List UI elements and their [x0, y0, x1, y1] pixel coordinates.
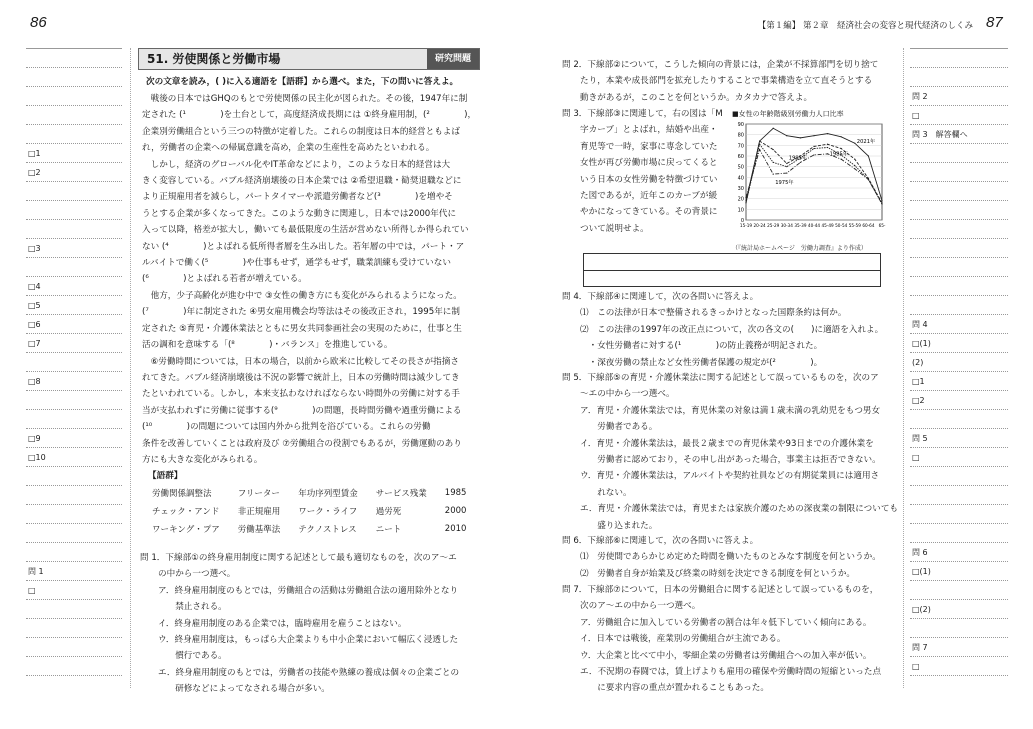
word-bank-item: 2000	[444, 506, 467, 516]
text-line: れてきた。バブル経済崩壊後は不況の影響で統計上，日本の労働時間は減少してき	[142, 372, 460, 383]
answer-line[interactable]: □2	[26, 163, 122, 182]
word-bank-item: 年功序列型賃金	[298, 489, 358, 499]
text-line: 当が支払われずに労働に従事する(⁹ )の問題，長時間労働や過重労働による	[142, 405, 462, 416]
answer-line[interactable]	[26, 600, 122, 619]
data-point	[813, 154, 814, 155]
data-point	[841, 136, 842, 137]
data-point	[854, 143, 855, 144]
data-point	[854, 168, 855, 169]
text-line: 〜エの中から一つ選べ。	[580, 389, 675, 400]
answer-line[interactable]: 問 1	[26, 562, 122, 581]
text-line: ウ．終身雇用制度は，もっぱら大企業よりも中小企業において幅広く浸透した	[158, 635, 459, 646]
chapter-header: 【第１編】 第２章 経済社会の変容と現代経済のしくみ	[757, 21, 973, 31]
answer-line[interactable]	[26, 87, 122, 106]
answer-line[interactable]	[910, 581, 1008, 600]
answer-line[interactable]	[910, 201, 1008, 220]
text-line: ア．労働組合に加入している労働者の割合は年々低下していく傾向にある。	[580, 617, 872, 628]
text-line: イ．日本では戦後，産業別の労働組合が主流である。	[580, 634, 786, 645]
question-3	[562, 106, 730, 237]
word-bank-item: 1985	[444, 488, 467, 498]
text-line: 研修などによってなされる場合が多い。	[158, 684, 330, 695]
data-point	[759, 144, 760, 145]
data-point	[786, 163, 787, 164]
question-1-stem2: の中から一つ選べ。	[158, 569, 236, 580]
x-tick-label: 45-49	[821, 223, 834, 228]
text-line: たといわれている。しかし，本来支払わなければならない時間外の労働に対する手	[142, 389, 460, 400]
data-point	[868, 155, 869, 156]
chart-svg	[732, 120, 896, 242]
question-7	[562, 582, 902, 697]
text-line: ・深夜労働の禁止など女性労働者保護の規定が(² )。	[580, 357, 823, 368]
answer-line[interactable]	[26, 543, 122, 562]
answer-line[interactable]	[910, 619, 1008, 638]
data-point	[881, 203, 882, 204]
text-line: ⑥労働時間については，日本の場合，以前から欧米に比較してその長さが指摘さ	[142, 356, 459, 367]
data-point	[813, 135, 814, 136]
section-tag: 研究問題	[427, 49, 479, 69]
text-line: 女性が再び労働市場に戻ってくると	[580, 158, 718, 169]
text-line: 入って以降，格差が拡大し，働いても最低限度の生活が営めない所得しか得られてい	[142, 225, 469, 236]
series-label: 1975年	[775, 180, 794, 187]
text-line: 盛り込まれた。	[580, 520, 658, 531]
text-line: 企業別労働組合という三つの特徴が定着した。これらの制度は日本的経営ともよば	[142, 126, 460, 137]
data-point	[827, 144, 828, 145]
answer-line[interactable]	[910, 277, 1008, 296]
answer-line[interactable]: □6	[26, 315, 122, 334]
answer-line[interactable]	[26, 467, 122, 486]
text-line: ⑴ 労使間であらかじめ定めた時間を働いたものとみなす制度を何というか。	[580, 552, 881, 563]
text-line: ルバイトで働く(⁵ )や仕事もせず，通学もせず，職業訓練も受けていない	[142, 258, 451, 269]
text-line: たり，本業や成長部門を拡充したりすることで事業構造を立て直そうとする	[580, 76, 873, 87]
text-line: ア．終身雇用制度のもとでは，労働組合の活動は労働組合法の適用除外となり	[158, 585, 459, 596]
text-line: ウ．大企業と比べて中小，零細企業の労働者は労働組合への加入率が低い。	[580, 650, 872, 661]
text-line: やかになってきている。その背景に	[580, 207, 718, 218]
answer-line[interactable]: □2	[910, 391, 1008, 410]
text-line: 問 6．下線部⑥に関連して，次の各問いに答えよ。	[562, 536, 759, 546]
text-line: た図であるが，近年このカーブが緩	[580, 191, 718, 202]
answer-line[interactable]	[26, 258, 122, 277]
data-point	[773, 174, 774, 175]
x-tick-label: 25-29	[767, 223, 780, 228]
answer-line[interactable]	[910, 182, 1008, 201]
text-line: 慣行である。	[158, 651, 227, 662]
series-label: 1985年	[829, 151, 848, 158]
text-line: ない (⁴ )とよばれる低所得者層を生み出した。若年層の中では，パート・ア	[142, 241, 465, 252]
text-line: ウ．育児・介護休業法は，アルバイトや契約社員などの有期従業員には適用さ	[580, 471, 880, 482]
page-number-left: 86	[30, 14, 47, 31]
answer-line[interactable]: □(1)	[910, 334, 1008, 353]
answer-line[interactable]: □7	[26, 334, 122, 353]
answer-line[interactable]	[910, 68, 1008, 87]
text-line: しかし，経済のグローバル化やIT革命などにより，このような日本的経営は大	[142, 159, 451, 170]
text-line: 問 4．下線部④に関連して，次の各問いに答えよ。	[562, 292, 759, 302]
series-line	[746, 150, 882, 204]
answer-line[interactable]	[910, 239, 1008, 258]
text-line: ア．育児・介護休業法では，育児休業の対象は満１歳未満の乳幼児をもつ男女	[580, 405, 881, 416]
question-3-answer-box[interactable]	[583, 253, 881, 287]
data-point	[827, 153, 828, 154]
word-bank-item: ワーク・ライフ	[298, 507, 358, 517]
text-line: いう日本の女性労働を特徴づけてい	[580, 174, 718, 185]
text-line: 他方，少子高齢化が進む中で ③女性の働き方にも変化がみられるようになった。	[142, 290, 462, 301]
answer-line[interactable]	[910, 144, 1008, 163]
answer-line[interactable]: □(2)	[910, 600, 1008, 619]
x-tick-label: 50-54	[835, 223, 848, 228]
answer-line[interactable]	[910, 220, 1008, 239]
answer-line[interactable]	[26, 68, 122, 87]
text-line: 定された ⑤育児・介護休業法とともに男女共同参画社会の実現のために，仕事と生	[142, 323, 462, 334]
answer-line[interactable]	[910, 49, 1008, 68]
data-point	[759, 140, 760, 141]
question-1-options	[140, 583, 485, 698]
text-line: 次のア〜エの中から一つ選べ。	[580, 601, 701, 612]
question-1	[140, 550, 485, 698]
answer-line[interactable]	[26, 524, 122, 543]
question-6	[562, 533, 902, 582]
y-tick-label: 10	[737, 207, 744, 214]
answer-line[interactable]	[910, 486, 1008, 505]
text-line: エ．終身雇用制度のもとでは，労働者の技能や熟練の養成は個々の企業ごとの	[158, 667, 460, 678]
left-answer-gutter	[26, 48, 122, 688]
word-bank-item: 労働基準法	[237, 525, 281, 535]
data-point	[786, 135, 787, 136]
data-point	[854, 165, 855, 166]
text-line: イ．終身雇用制度のある企業では，臨時雇用を雇うことはない。	[158, 618, 407, 629]
data-point	[800, 137, 801, 138]
answer-line[interactable]: □(1)	[910, 562, 1008, 581]
answer-line[interactable]: □	[910, 657, 1008, 676]
text-line: に要求内容の重点が置かれることもあった。	[580, 683, 769, 694]
data-point	[786, 172, 787, 173]
answer-line[interactable]	[26, 353, 122, 372]
answer-line[interactable]	[26, 220, 122, 239]
section-title: 51. 労使関係と労働市場	[147, 52, 281, 66]
question-2	[562, 57, 902, 106]
answer-line[interactable]: □10	[26, 448, 122, 467]
answer-line[interactable]: □	[910, 106, 1008, 125]
passage	[142, 91, 482, 468]
answer-line[interactable]: 問 4	[910, 315, 1008, 334]
x-tick-label: 35-39	[794, 223, 807, 228]
text-line: きく変容している。バブル経済崩壊後の日本企業では ②希望退職・勧奨退職などに	[142, 176, 462, 187]
right-answer-gutter	[910, 48, 1008, 688]
answer-line[interactable]	[26, 49, 122, 68]
text-line: ついて説明せよ。	[580, 223, 649, 234]
answer-line[interactable]	[26, 638, 122, 657]
y-tick-label: 40	[737, 175, 744, 182]
answer-line[interactable]: 問 5	[910, 429, 1008, 448]
text-line: 禁止される。	[158, 602, 227, 613]
answer-line[interactable]	[26, 106, 122, 125]
y-tick-label: 60	[737, 154, 744, 160]
text-line: 定された (¹ )を土台として，高度経済成長期には ①終身雇用制，(² )，	[142, 110, 477, 121]
data-point	[813, 148, 814, 149]
y-tick-label: 50	[737, 164, 744, 171]
data-point	[841, 148, 842, 149]
data-point	[813, 146, 814, 147]
text-line: エ．育児・介護休業法では，育児または家族介護のための深夜業の制限についても	[580, 504, 899, 515]
text-line: (⁶ )とよばれる若者が増えている。	[142, 274, 307, 285]
word-bank-item: ニート	[375, 525, 402, 535]
text-line: 戦後の日本ではGHQのもとで労使関係の民主化が図られた。その後，1947年に制	[142, 94, 468, 104]
answer-line[interactable]	[910, 258, 1008, 277]
answer-line[interactable]	[910, 410, 1008, 429]
answer-line[interactable]: 問 2	[910, 87, 1008, 106]
answer-line[interactable]	[26, 410, 122, 429]
data-point	[759, 149, 760, 150]
text-line: イ．育児・介護休業法は，最長２歳までの育児休業や93日までの介護休業を	[580, 438, 874, 449]
answer-line[interactable]	[26, 391, 122, 410]
y-tick-label: 90	[737, 122, 744, 128]
chart-title: ■女性の年齢階級別労働力人口比率	[732, 110, 844, 118]
answer-line[interactable]	[26, 125, 122, 144]
text-line: 条件を改善していくことは政府及び ⑦労働組合の役割でもあるが，労働運動のあり	[142, 438, 462, 449]
text-line: ⑵ 労働者自身が始業及び終業の時刻を決定できる制度を何というか。	[580, 568, 856, 579]
text-line: (⁷ )年に制定された ④男女雇用機会均等法はその後改正され，1995年に制	[142, 307, 460, 318]
y-tick-label: 0	[740, 218, 744, 224]
text-line: より正規雇用者を減らし，パートタイマーや派遣労働者など(³ )を増やそ	[142, 192, 453, 203]
word-bank-item: チェック・アンド	[152, 507, 220, 517]
word-bank-item: 過労死	[375, 507, 402, 517]
text-line: 問 7．下線部⑦について，日本の労働組合に関する記述として誤っているものを，	[562, 585, 879, 595]
answer-line[interactable]	[26, 657, 122, 676]
text-line: ⑵ この法律の1997年の改正点について，次の各文の( )に適語を入れよ。	[580, 324, 884, 335]
answer-line[interactable]	[910, 296, 1008, 315]
data-point	[773, 149, 774, 150]
answer-line[interactable]	[26, 486, 122, 505]
instruction: 次の文章を読み，( )に入る適語を【語群】から選べ。また，下の問いに答えよ。	[146, 77, 459, 87]
word-bank-item: テクノストレス	[298, 525, 357, 535]
text-line: うとする企業が多くなってきた。このような動きに関連し，日本では2000年代に	[142, 208, 457, 219]
word-bank-title: 【語群】	[148, 471, 183, 481]
x-tick-label: 60-64	[862, 223, 875, 228]
y-tick-label: 30	[737, 186, 744, 192]
question-1-stem: 問 1．下線部①の終身雇用制度に関する記述として最も適切なものを，次のア〜エ	[140, 553, 457, 563]
answer-line[interactable]	[910, 467, 1008, 486]
x-tick-label: 65-	[878, 223, 886, 228]
data-point	[881, 200, 882, 201]
x-tick-label: 40-44	[807, 223, 821, 228]
text-line: 動きがあるが，このことを何というか。カタカナで答えよ。	[580, 92, 813, 103]
question-4	[562, 289, 902, 371]
answer-line[interactable]: (2)	[910, 353, 1008, 372]
answer-line[interactable]: □8	[26, 372, 122, 391]
text-line: 問 2．下線部②について，こうした傾向の背景には，企業が不採算部門を切り捨て	[562, 60, 879, 70]
y-tick-label: 20	[737, 196, 744, 203]
answer-line[interactable]	[26, 505, 122, 524]
answer-line[interactable]: □3	[26, 239, 122, 258]
answer-line[interactable]	[26, 182, 122, 201]
answer-line[interactable]: □	[26, 581, 122, 600]
data-point	[786, 166, 787, 167]
word-bank-item: 労働関係調整法	[152, 489, 212, 499]
text-line: 活の調和を意味する「(⁸ )・バランス」を推進している。	[142, 340, 393, 351]
text-line: れない。	[580, 487, 632, 498]
y-tick-label: 80	[737, 132, 744, 139]
answer-line[interactable]: 問 7	[910, 638, 1008, 657]
word-bank-item: ワーキング・プア	[152, 525, 220, 535]
data-point	[827, 133, 828, 134]
data-point	[745, 197, 746, 198]
text-line: 問 5．下線部⑤の育児・介護休業法に関する記述として誤っているものを，次のア	[562, 373, 879, 383]
text-line: 労働者である。	[580, 422, 658, 433]
answer-line[interactable]: 問 3 解答欄へ	[910, 125, 1008, 144]
answer-line[interactable]: 問 6	[910, 543, 1008, 562]
word-bank	[150, 484, 484, 540]
text-line: 労働者に認めており，その申し出があった場合，事業主は拒否できない。	[580, 455, 881, 466]
answer-line[interactable]	[26, 201, 122, 220]
answer-line[interactable]: □1	[910, 372, 1008, 391]
x-tick-label: 20-24	[753, 223, 766, 228]
text-line: 方にも大きな変化がみられる。	[142, 454, 263, 465]
series-label: 2021年	[856, 139, 876, 146]
text-line: 問 3．下線部③に関連して，右の図は「M	[562, 109, 723, 119]
question-5	[562, 370, 902, 534]
x-tick-label: 55-59	[848, 223, 861, 228]
text-line: エ．不況期の春闘では，賃上げよりも雇用の確保や労働時間の短縮といった点	[580, 667, 882, 678]
section-title-bar	[138, 48, 480, 70]
data-point	[868, 179, 869, 180]
data-point	[854, 159, 855, 160]
data-point	[773, 128, 774, 129]
answer-line[interactable]	[910, 505, 1008, 524]
data-point	[827, 147, 828, 148]
word-bank-item: 2010	[444, 524, 467, 534]
answer-line[interactable]: □9	[26, 429, 122, 448]
answer-line[interactable]	[910, 524, 1008, 543]
series-label: 1995年	[788, 155, 808, 162]
chart-source: （『統計局ホームページ 労働力調査』より作成）	[732, 245, 867, 252]
answer-line[interactable]: □1	[26, 144, 122, 163]
answer-line[interactable]	[26, 619, 122, 638]
data-point	[773, 162, 774, 163]
page-number-right: 87	[986, 14, 1003, 31]
answer-line[interactable]: □4	[26, 277, 122, 296]
text-line: れ，労働者の企業への帰属意識を高め，企業の生産性を高めたといわれる。	[142, 143, 435, 154]
text-line: 字カーブ」とよばれ，結婚や出産・	[580, 125, 718, 136]
word-bank-item: 非正規雇用	[237, 507, 281, 517]
data-point	[841, 159, 842, 160]
text-line: 育児等で一時，家事に専念していた	[580, 141, 718, 152]
y-tick-label: 70	[737, 143, 744, 150]
word-bank-item: フリーター	[237, 489, 280, 499]
word-bank-item: サービス残業	[375, 489, 427, 499]
m-curve-chart	[732, 110, 896, 252]
data-point	[800, 162, 801, 163]
text-line: ⑴ この法律が日本で整備されるきっかけとなった国際条約は何か。	[580, 308, 847, 319]
text-line: ・女性労働者に対する(¹ )の防止義務が明記された。	[580, 341, 823, 352]
answer-line[interactable]: □5	[26, 296, 122, 315]
answer-line[interactable]: □	[910, 448, 1008, 467]
x-tick-label: 30-34	[780, 223, 793, 228]
x-tick-label: 15-19	[739, 223, 753, 228]
text-line: (¹⁰ )の問題については国内外から批判を浴びている。これらの労働	[142, 422, 431, 433]
answer-line[interactable]	[910, 163, 1008, 182]
data-point	[745, 202, 746, 203]
